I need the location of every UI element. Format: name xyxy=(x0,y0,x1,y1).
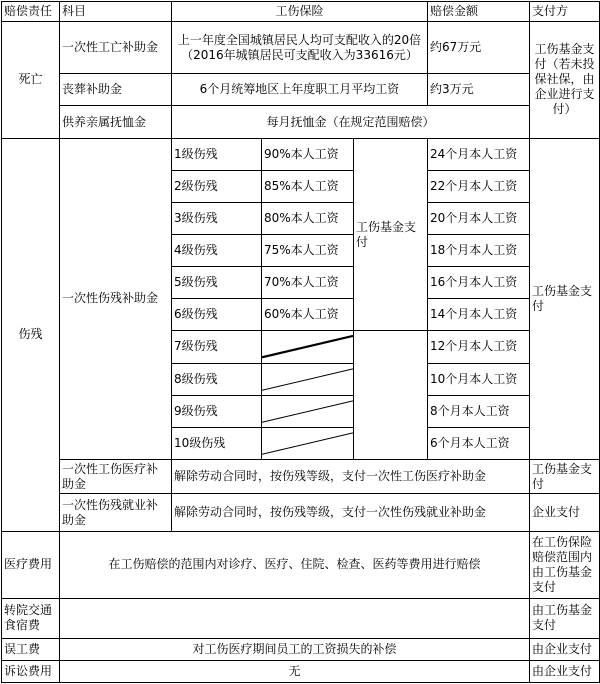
employment-subsidy-detail: 解除劳动合同时，按伤残等级，支付一次性伤残就业补助金 xyxy=(172,494,530,532)
disability-lump-sum-payer: 工伤基金支付 xyxy=(530,138,600,459)
lost-work-detail: 对工伤医疗期间员工的工资损失的补偿 xyxy=(60,638,530,660)
death-funeral-amount: 约3万元 xyxy=(428,74,530,106)
medical-payer: 在工伤保险赔偿范围内由工伤基金支付 xyxy=(530,532,600,598)
disability-category: 伤残 xyxy=(2,138,60,532)
litigation-row xyxy=(2,660,600,682)
death-lump-sum-detail: 上一年度全国城镇居民人均可支配收入的20倍（2016年城镇居民可支配收入为33616元） xyxy=(172,22,428,74)
transfer-category: 转院交通食宿费 xyxy=(2,598,60,638)
death-payer: 工伤基金支付（若未投保社保，由企业进行支付） xyxy=(530,22,600,139)
transfer-payer: 由工伤基金支付 xyxy=(530,598,600,638)
disability-lump-sum-item: 一次性伤残补助金 xyxy=(60,138,172,459)
header-amount: 赔偿金额 xyxy=(428,2,530,22)
grade-lump-sum: 8个月本人工资 xyxy=(428,395,530,427)
grade-allowance: 85%本人工资 xyxy=(262,170,354,202)
grade-label: 5级伤残 xyxy=(172,267,262,299)
grade-row xyxy=(2,138,600,170)
litigation-payer: 由企业支付 xyxy=(530,660,600,682)
grade-lump-sum: 18个月本人工资 xyxy=(428,235,530,267)
grade-lump-sum: 6个月本人工资 xyxy=(428,427,530,459)
grade-label: 2级伤残 xyxy=(172,170,262,202)
litigation-detail: 无 xyxy=(60,660,530,682)
death-row-dependents xyxy=(2,106,600,138)
death-dependents-item: 供养亲属抚恤金 xyxy=(60,106,172,138)
not-applicable-slash xyxy=(262,331,354,363)
grade-fund-payer: 工伤基金支付 xyxy=(354,138,428,331)
grade-label: 1级伤残 xyxy=(172,138,262,170)
diagonal-slash-icon xyxy=(262,428,353,459)
death-funeral-detail: 6个月统筹地区上年度职工月平均工资 xyxy=(172,74,428,106)
grade-label: 3级伤残 xyxy=(172,202,262,234)
medical-subsidy-payer: 工伤基金支付 xyxy=(530,459,600,493)
medical-subsidy-detail: 解除劳动合同时，按伤残等级，支付一次性工伤医疗补助金 xyxy=(172,459,530,493)
grade-lump-sum: 20个月本人工资 xyxy=(428,202,530,234)
not-applicable-slash xyxy=(262,395,354,427)
diagonal-slash-icon xyxy=(262,331,353,362)
grade-label: 4级伤残 xyxy=(172,235,262,267)
employment-subsidy-item: 一次性伤残就业补助金 xyxy=(60,494,172,532)
grade-allowance: 60%本人工资 xyxy=(262,299,354,331)
grade-label: 8级伤残 xyxy=(172,363,262,395)
compensation-table xyxy=(1,1,600,683)
diagonal-slash-icon xyxy=(262,364,353,395)
grade-label: 7级伤残 xyxy=(172,331,262,363)
litigation-category: 诉讼费用 xyxy=(2,660,60,682)
death-dependents-detail: 每月抚恤金（在规定范围赔偿） xyxy=(172,106,530,138)
transfer-detail-empty xyxy=(60,598,530,638)
grade-allowance: 90%本人工资 xyxy=(262,138,354,170)
header-subject: 科目 xyxy=(60,2,172,22)
grade-lump-sum: 12个月本人工资 xyxy=(428,331,530,363)
header-payer: 支付方 xyxy=(530,2,600,22)
transfer-row xyxy=(2,598,600,638)
diagonal-slash-icon xyxy=(262,396,353,427)
grade-lump-sum: 10个月本人工资 xyxy=(428,363,530,395)
grade-allowance: 75%本人工资 xyxy=(262,235,354,267)
grade-lump-sum: 24个月本人工资 xyxy=(428,138,530,170)
medical-category: 医疗费用 xyxy=(2,532,60,598)
death-funeral-item: 丧葬补助金 xyxy=(60,74,172,106)
grade-lump-sum: 14个月本人工资 xyxy=(428,299,530,331)
death-lump-sum-item: 一次性工亡补助金 xyxy=(60,22,172,74)
death-row-lump-sum xyxy=(2,22,600,74)
death-row-funeral xyxy=(2,74,600,106)
header-injury-insurance: 工伤保险 xyxy=(172,2,428,22)
grade-lump-sum: 22个月本人工资 xyxy=(428,170,530,202)
lost-work-row xyxy=(2,638,600,660)
medical-detail: 在工伤赔偿的范围内对诊疗、医疗、住院、检查、医药等费用进行赔偿 xyxy=(60,532,530,598)
header-liability: 赔偿责任 xyxy=(2,2,60,22)
grade-label: 9级伤残 xyxy=(172,395,262,427)
medical-subsidy-item: 一次性工伤医疗补助金 xyxy=(60,459,172,493)
disability-medical-subsidy-row xyxy=(2,459,600,493)
header-row xyxy=(2,2,600,22)
death-lump-sum-amount: 约67万元 xyxy=(428,22,530,74)
disability-employment-subsidy-row xyxy=(2,494,600,532)
death-category: 死亡 xyxy=(2,22,60,139)
lost-work-payer: 由企业支付 xyxy=(530,638,600,660)
not-applicable-empty xyxy=(354,331,428,460)
grade-lump-sum: 16个月本人工资 xyxy=(428,267,530,299)
grade-allowance: 80%本人工资 xyxy=(262,202,354,234)
grade-label: 10级伤残 xyxy=(172,427,262,459)
lost-work-category: 误工费 xyxy=(2,638,60,660)
grade-allowance: 70%本人工资 xyxy=(262,267,354,299)
not-applicable-slash xyxy=(262,363,354,395)
grade-label: 6级伤残 xyxy=(172,299,262,331)
not-applicable-slash xyxy=(262,427,354,459)
employment-subsidy-payer: 企业支付 xyxy=(530,494,600,532)
medical-row xyxy=(2,532,600,598)
